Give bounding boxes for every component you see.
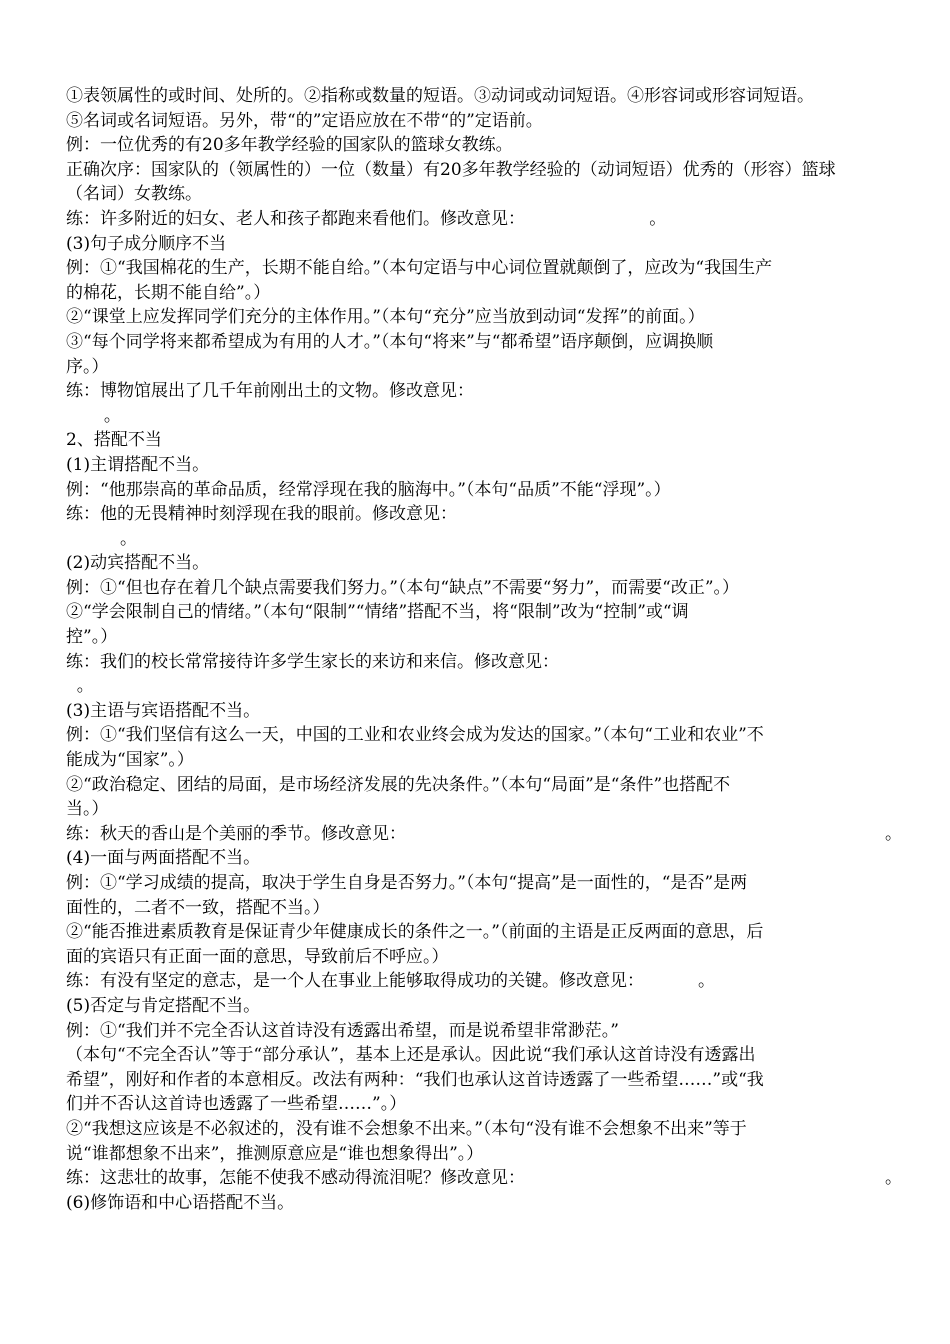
section-heading: (1)主谓搭配不当。	[66, 454, 210, 475]
text-line: 控”。）	[66, 627, 118, 648]
answer-blank-line: 。	[66, 405, 121, 426]
text-line: ②“我想这应该是不必叙述的，没有谁不会想象不出来。”（本句“没有谁不会想象不出来”等于	[66, 1118, 747, 1139]
text-line: ⑤名词或名词短语。另外，带“的”定语应放在不带“的”定语前。	[66, 110, 543, 131]
exercise-line: 练：他的无畏精神时刻浮现在我的眼前。修改意见：	[66, 504, 457, 525]
exercise-line: 练：有没有坚定的意志，是一个人在事业上能够取得成功的关键。修改意见： 。	[66, 971, 716, 992]
text-line: 例：①“我们坚信有这么一天，中国的工业和农业终会成为发达的国家。”（本句“工业和农业”不	[66, 725, 764, 746]
text-line: 例：①“但也存在着几个缺点需要我们努力。”（本句“缺点”不需要“努力”，而需要“改正”。）	[66, 577, 740, 598]
exercise-line: 练：我们的校长常常接待许多学生家长的来访和来信。修改意见：	[66, 651, 559, 672]
text-line: ③“每个同学将来都希望成为有用的人才。”（本句“将来”与“都希望”语序颠倒，应调换顺	[66, 331, 714, 352]
text-line: 面的宾语只有正面一面的意思，导致前后不呼应。）	[66, 946, 449, 967]
exercise-line	[66, 1166, 902, 1191]
section-heading: (5)否定与肯定搭配不当。	[66, 995, 261, 1016]
text-line: ②“学会限制自己的情绪。”（本句“限制”“情绪”搭配不当，将“限制”改为“控制”或“调	[66, 602, 689, 623]
text-line: 正确次序：国家队的（领属性的）一位（数量）有20多年教学经验的（动词短语）优秀的（形容）篮球	[66, 159, 836, 180]
section-heading: (6)修饰语和中心语搭配不当。	[66, 1192, 295, 1213]
end-mark: 。	[885, 823, 902, 844]
text-line: 能成为“国家”。）	[66, 750, 194, 771]
text-line: 当。）	[66, 799, 109, 820]
text-line: 例：①“学习成绩的提高，取决于学生自身是否努力。”（本句“提高”是一面性的，“是否”是两	[66, 873, 748, 893]
section-heading: (4)一面与两面搭配不当。	[66, 848, 261, 869]
text-line: 序。）	[66, 356, 109, 377]
text-line: 例：①“我们并不完全否认这首诗没有透露出希望，而是说希望非常渺茫。”	[66, 1020, 619, 1041]
text-line: 例：①“我国棉花的生产，长期不能自给。”（本句定语与中心词位置就颠倒了，应改为“我国生产	[66, 258, 773, 279]
text-line: （名词）女教练。	[66, 184, 202, 205]
exercise-text: 练：这悲壮的故事，怎能不使我不感动得流泪呢？修改意见：	[66, 1168, 525, 1189]
text-line: （本句“不完全否认”等于“部分承认”，基本上还是承认。因此说“我们承认这首诗没有透露出	[66, 1045, 756, 1066]
exercise-line	[66, 822, 902, 847]
text-line: 例：“他那崇高的革命品质，经常浮现在我的脑海中。”（本句“品质”不能“浮现”。）	[66, 479, 671, 500]
text-line: 希望”，刚好和作者的本意相反。改法有两种：“我们也承认这首诗透露了一些希望……”或“我	[66, 1069, 764, 1090]
text-line: 例：一位优秀的有20多年教学经验的国家队的篮球女教练。	[66, 135, 513, 156]
text-line: 面性的，二者不一致，搭配不当。）	[66, 897, 330, 918]
end-mark: 。	[885, 1168, 902, 1189]
text-line: ②“课堂上应发挥同学们充分的主体作用。”（本句“充分”应当放到动词“发挥”的前面。）	[66, 307, 705, 328]
text-line: ②“政治稳定、团结的局面，是市场经济发展的先决条件。”（本句“局面”是“条件”也搭配不	[66, 774, 731, 795]
section-heading: (3)句子成分顺序不当	[66, 233, 227, 254]
exercise-line: 练：许多附近的妇女、老人和孩子都跑来看他们。修改意见： 。	[66, 208, 667, 229]
exercise-text: 练：秋天的香山是个美丽的季节。修改意见：	[66, 823, 406, 844]
exercise-line: 练：博物馆展出了几千年前刚出土的文物。修改意见：	[66, 381, 474, 402]
answer-blank-line: 。	[66, 676, 94, 697]
text-line: ①表领属性的或时间、处所的。②指称或数量的短语。③动词或动词短语。④形容词或形容词短语。	[66, 86, 814, 106]
text-line: 说“谁都想象不出来”，推测原意应是“谁也想象得出”。）	[66, 1143, 484, 1164]
text-line: 的棉花，长期不能自给”。）	[66, 282, 271, 303]
answer-blank-line: 。	[66, 528, 138, 549]
text-line: ②“能否推进素质教育是保证青少年健康成长的条件之一。”（前面的主语是正反两面的意思，后	[66, 922, 764, 943]
section-heading: (3)主语与宾语搭配不当。	[66, 700, 261, 721]
section-heading: 2、搭配不当	[66, 430, 162, 451]
document-page	[66, 84, 902, 1215]
section-heading: (2)动宾搭配不当。	[66, 553, 210, 574]
text-line: 们并不否认这首诗也透露了一些希望……”。）	[66, 1094, 407, 1115]
